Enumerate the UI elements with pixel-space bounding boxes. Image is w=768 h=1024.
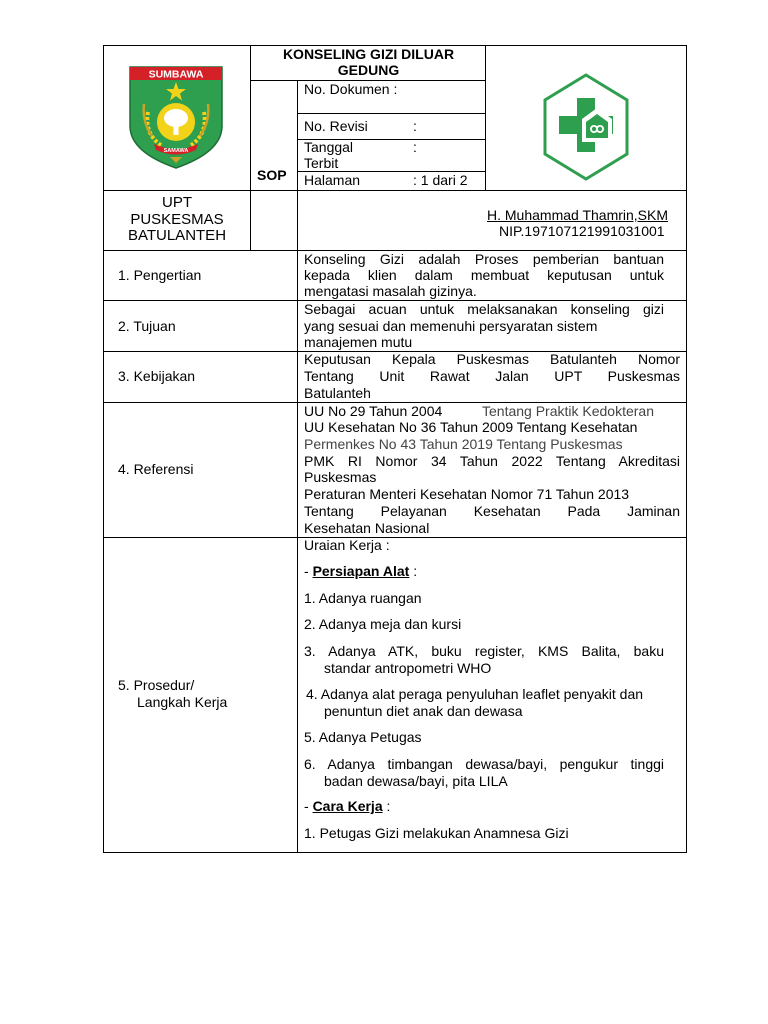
persiapan-item-3: 3. Adanya ATK, buku register, KMS Balita, baku	[304, 643, 664, 659]
page-value: : 1 dari 2	[413, 172, 468, 188]
referensi-line-2: UU Kesehatan No 36 Tahun 2009 Tentang Kesehatan	[304, 419, 638, 435]
signer-name: H. Muhammad Thamrin,SKM	[487, 207, 669, 223]
referensi-line-3: Permenkes No 43 Tahun 2019 Tentang Puskesmas	[304, 436, 623, 452]
doc-number-label: No. Dokumen :	[304, 81, 398, 97]
tujuan-line-1: Sebagai acuan untuk melaksanakan konseling gizi	[304, 301, 664, 317]
referensi-line-5: Puskesmas	[304, 469, 377, 485]
date-colon: :	[413, 139, 417, 155]
referensi-line-1b: Tentang Praktik Kedokteran	[482, 403, 654, 419]
persiapan-item-6-cont: badan dewasa/bayi, pita LILA	[324, 773, 508, 789]
persiapan-item-2: 2. Adanya meja dan kursi	[304, 616, 462, 632]
table-border-bottom	[103, 852, 687, 853]
page-label: Halaman	[304, 172, 361, 188]
persiapan-alat-title: Persiapan Alat	[312, 563, 410, 579]
signer-nip: NIP.197107121991031001	[499, 223, 665, 239]
table-border-left	[103, 45, 104, 853]
persiapan-item-1: 1. Adanya ruangan	[304, 590, 422, 606]
persiapan-item-6: 6. Adanya timbangan dewasa/bayi, pengukur tinggi	[304, 756, 664, 772]
referensi-line-7: Tentang Pelayanan Kesehatan Pada Jaminan	[304, 503, 680, 519]
org-name-line-2: PUSKESMAS	[130, 210, 224, 228]
section-label-prosedur	[118, 677, 227, 711]
persiapan-item-4-cont: penuntun diet anak dan dewasa	[324, 703, 523, 719]
date-label-line-2: Terbit	[304, 155, 339, 171]
sop-title-line-1: KONSELING GIZI DILUAR	[282, 46, 455, 62]
tujuan-line-3: manajemen mutu	[304, 334, 413, 350]
referensi-line-6: Peraturan Menteri Kesehatan Nomor 71 Tahun 2013	[304, 486, 630, 502]
revision-label: No. Revisi	[304, 118, 368, 134]
kebijakan-line-2: Tentang Unit Rawat Jalan UPT Puskesmas	[304, 368, 680, 384]
org-name	[104, 195, 250, 245]
date-label	[304, 139, 353, 171]
referensi-line-4: PMK RI Nomor 34 Tahun 2022 Tentang Akreditasi	[304, 453, 680, 469]
sop-title	[251, 46, 486, 78]
kebijakan-line-1: Keputusan Kepala Puskesmas Batulanteh Nomor	[304, 351, 680, 367]
header-middle-line	[103, 190, 687, 191]
org-name-line-3: BATULANTEH	[127, 227, 227, 244]
puskesmas-logo	[542, 72, 630, 182]
tujuan-line-2: yang sesuai dan memenuhi persyaratan sistem	[304, 318, 598, 334]
section-label-tujuan: 2. Tujuan	[118, 318, 176, 334]
doc-number-bottom-line	[297, 113, 486, 114]
sumbawa-logo-ribbon: SAMAWA	[163, 148, 189, 154]
sop-title-line-2: GEDUNG	[337, 62, 400, 78]
table-border-right	[686, 45, 687, 853]
pengertian-line-2: kepada klien dalam membuat keputusan untuk	[304, 267, 664, 283]
section-label-referensi: 4. Referensi	[118, 461, 194, 477]
date-label-line-1: Tanggal	[304, 139, 354, 155]
cara-kerja-heading	[304, 798, 390, 815]
persiapan-item-5: 5. Adanya Petugas	[304, 729, 422, 745]
sop-label: SOP	[257, 167, 287, 183]
cara-dash: -	[304, 798, 313, 814]
column-divider	[297, 80, 298, 853]
section-label-pengertian: 1. Pengertian	[118, 267, 202, 283]
persiapan-colon: :	[409, 563, 418, 579]
persiapan-item-4: 4. Adanya alat peraga penyuluhan leaflet penyakit dan	[306, 686, 644, 702]
cara-kerja-title: Cara Kerja	[312, 798, 383, 814]
referensi-line-1a: UU No 29 Tahun 2004	[304, 403, 443, 419]
pengertian-line-1: Konseling Gizi adalah Proses pemberian bantuan	[304, 251, 664, 267]
persiapan-item-3-cont: standar antropometri WHO	[324, 660, 492, 676]
section-line-5	[103, 537, 687, 538]
persiapan-alat-heading	[304, 563, 417, 580]
revision-colon: :	[413, 118, 417, 134]
prosedur-label-line-2: Langkah Kerja	[137, 694, 228, 710]
sumbawa-logo	[126, 64, 226, 170]
prosedur-label-line-1: 5. Prosedur/	[118, 677, 195, 693]
org-name-line-1: UPT	[162, 194, 192, 211]
kebijakan-line-3: Batulanteh	[304, 385, 371, 401]
pengertian-line-3: mengatasi masalah gizinya.	[304, 283, 477, 299]
referensi-line-8: Kesehatan Nasional	[304, 520, 430, 536]
cara-kerja-item-1: 1. Petugas Gizi melakukan Anamnesa Gizi	[304, 825, 569, 841]
cara-colon: :	[382, 798, 391, 814]
sumbawa-logo-text: SUMBAWA	[148, 68, 204, 81]
uraian-kerja: Uraian Kerja :	[304, 537, 390, 553]
section-label-kebijakan: 3. Kebijakan	[118, 368, 196, 384]
persiapan-dash: -	[304, 563, 313, 579]
